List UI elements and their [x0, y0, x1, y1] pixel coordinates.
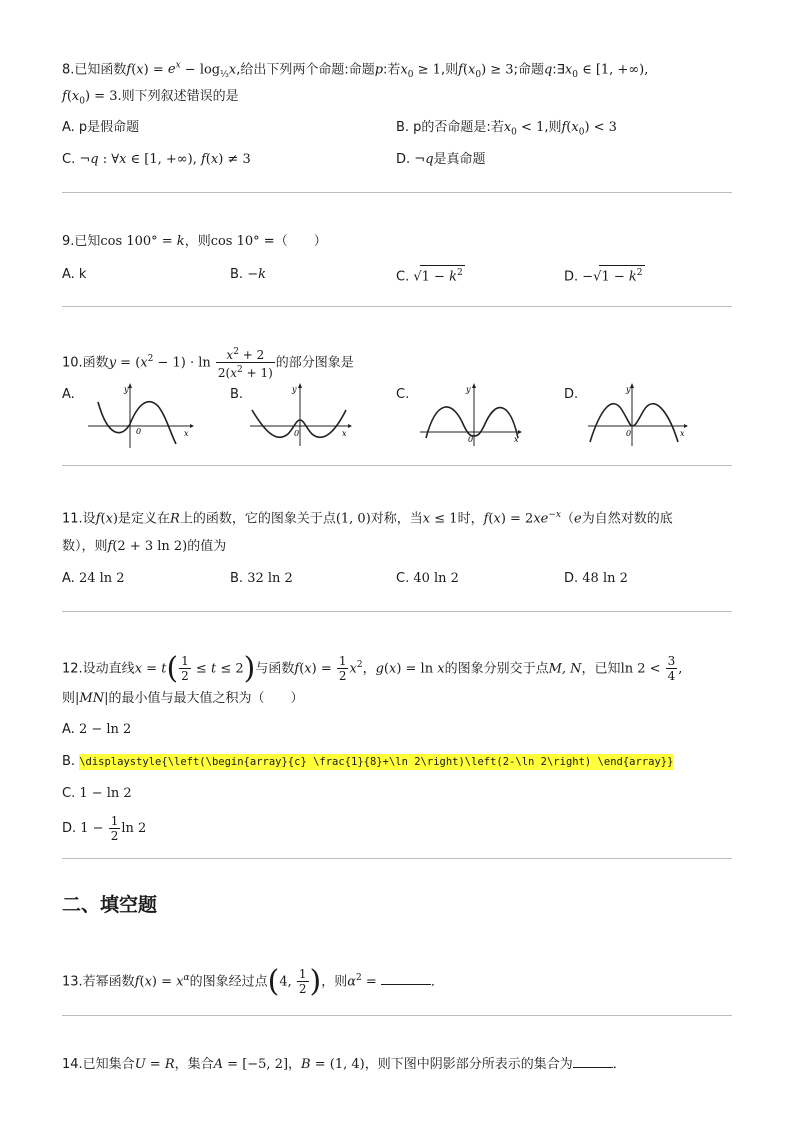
q9-option-a[interactable]: A. k	[62, 267, 87, 282]
svg-text:0: 0	[294, 429, 300, 438]
q9-option-b[interactable]: B. −k	[230, 267, 266, 282]
q9-option-d[interactable]: D. $-√1 - k^2$	[564, 265, 645, 287]
divider	[62, 858, 732, 859]
q11-stem-line2: 数），则f(2 + 3 ln 2)的值为	[62, 539, 227, 554]
divider	[62, 306, 732, 307]
svg-text:x: x	[342, 429, 347, 438]
q10-label-d: D.	[564, 387, 579, 402]
q10-graph-d[interactable]	[586, 380, 696, 450]
svg-text:x: x	[184, 429, 189, 438]
divider	[62, 1015, 732, 1016]
q8-stem-line2: $f(x_0) = 3$.则下列叙述错误的是	[62, 89, 239, 107]
svg-text:0: 0	[468, 435, 474, 444]
divider	[62, 611, 732, 612]
q10-graph-c[interactable]	[418, 380, 528, 450]
q10-label-b: B.	[230, 387, 244, 402]
q11-option-c[interactable]: C. 40 ln 2	[396, 571, 459, 586]
svg-text:0: 0	[136, 427, 142, 436]
q12-option-a[interactable]: A. 2 − ln 2	[62, 722, 132, 737]
q12-option-d[interactable]: D. 1 − $\frac{1}{2}$ ln 2	[62, 814, 147, 843]
q13-answer-blank[interactable]	[381, 972, 431, 985]
q10-label-a: A.	[62, 387, 75, 402]
divider	[62, 192, 732, 193]
q10-label-c: C.	[396, 387, 410, 402]
q14-stem: 14.已知集合U = R，集合A = [−5, 2]，B = (1, 4)，则下图中阴影部分所表示的集合为 ．	[62, 1057, 626, 1072]
q11-option-d[interactable]: D. 48 ln 2	[564, 571, 628, 586]
q12-stem-line1: 12.设动直线x = t( $\frac{1}{2}$ ≤ t ≤ 2)与函数f(x) = $\frac{1}{2}$ $x^2$，g(x) = ln x的图象分别交于点M, N，已知ln 2 < $\frac{3}{4}$ ,	[62, 650, 683, 686]
q10-graph-a[interactable]	[86, 380, 196, 450]
svg-text:0: 0	[626, 429, 632, 438]
q9-option-c[interactable]: C. $√1 - k^2$	[396, 265, 465, 287]
svg-text:y: y	[292, 385, 297, 394]
svg-text:y: y	[626, 385, 631, 394]
q12-option-b[interactable]: B. \displaystyle{\left(\begin{array}{c} \frac{1}{8}+\ln 2\right)\left(2-\ln 2\right) \end{array}}	[62, 754, 674, 769]
q8-option-b[interactable]: B. p的否命题是:若$x_0 < 1$,则$f(x_0) < 3$	[396, 120, 617, 138]
q12-stem-line2: 则|MN|的最小值与最大值之积为（ ）	[62, 691, 304, 706]
q11-option-b[interactable]: B. 32 ln 2	[230, 571, 293, 586]
q8-stem-line1: 8.已知函数$f(x) = e^x - \log_{\frac{1}{3}}x$,给出下列两个命题:命题p:若$x_0 \ge 1$,则$f(x_0) \ge 3$;命题$q:\exists x_0$ ∈ [1, +∞),	[62, 61, 649, 80]
q11-option-a[interactable]: A. 24 ln 2	[62, 571, 125, 586]
section-title: 二、填空题	[62, 894, 158, 916]
q12-option-c[interactable]: C. 1 − ln 2	[62, 786, 132, 801]
svg-text:x: x	[514, 435, 519, 444]
q12-option-b-latex: \displaystyle{\left(\begin{array}{c} \frac{1}{8}+\ln 2\right)\left(2-\ln 2\right) \end{array}}	[79, 756, 674, 768]
q10-stem: 10.函数$y = (x^2 - 1) \cdot \ln$ $\frac{x^2 + 2}{2(x^2 + 1)}$ 的部分图象是	[62, 347, 354, 381]
svg-text:y: y	[124, 385, 129, 394]
q9-stem: 9.已知cos 100° = k，则cos 10° =（ ）	[62, 234, 327, 249]
svg-text:y: y	[466, 385, 471, 394]
q11-stem-line1: 11.设f(x)是定义在R上的函数，它的图象关于点(1, 0)对称，当x ≤ 1时，$f(x) = 2xe^{-x}(e$为自然对数的底	[62, 510, 673, 527]
divider	[62, 465, 732, 466]
q8-option-a[interactable]: A. p是假命题	[62, 120, 140, 135]
q14-answer-blank[interactable]	[573, 1055, 613, 1068]
q10-graph-b[interactable]	[248, 380, 358, 450]
q8-option-c[interactable]: C. ¬q : ∀x ∈ [1, +∞), f(x) ≠ 3	[62, 152, 251, 167]
q8-option-d[interactable]: D. ¬q是真命题	[396, 152, 486, 167]
q13-stem: 13.若幂函数$f(x) = x^\alpha$的图象经过点(4, $\frac{1}{2}$ )，则$\alpha^2$ = ．	[62, 963, 444, 999]
svg-text:x: x	[680, 429, 685, 438]
